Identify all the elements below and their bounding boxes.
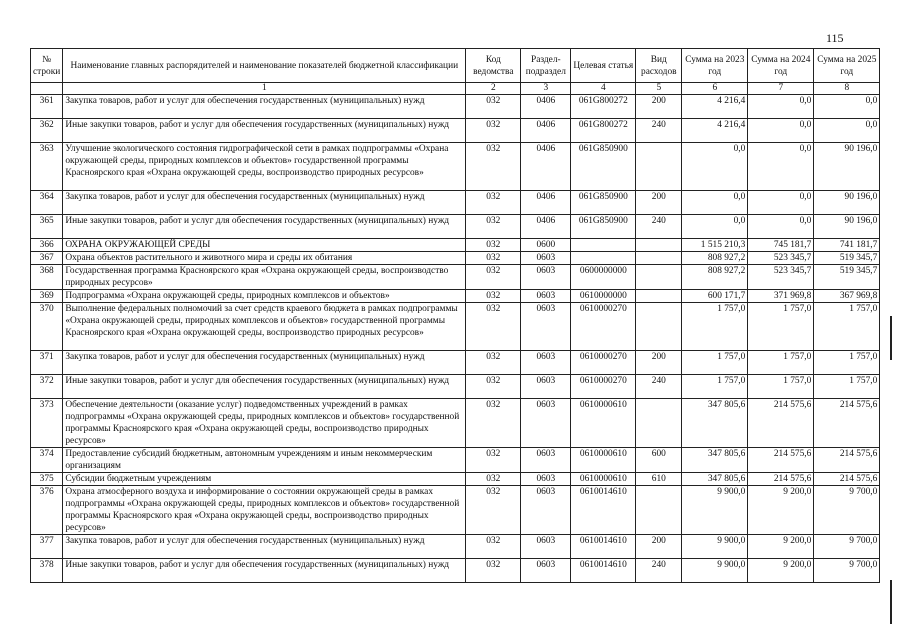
row-expense-type [636,265,682,290]
row-number: 375 [31,473,63,486]
row-name: Иные закупки товаров, работ и услуг для обеспечения государственных (муниципальных) нужд [63,559,466,583]
row-sum-2025: 367 969,8 [814,290,880,303]
row-number: 371 [31,351,63,375]
row-section: 0603 [521,290,571,303]
row-sum-2024: 214 575,6 [748,448,814,473]
row-sum-2023: 0,0 [682,143,748,191]
table-row [31,351,880,375]
row-sum-2024: 523 345,7 [748,265,814,290]
row-sum-2024: 0,0 [748,143,814,191]
header-section: Раздел-подраздел [521,49,571,83]
row-section: 0603 [521,399,571,448]
table-row [31,473,880,486]
table-row [31,486,880,535]
row-section: 0603 [521,535,571,559]
row-sum-2023: 347 805,6 [682,399,748,448]
row-name: Иные закупки товаров, работ и услуг для обеспечения государственных (муниципальных) нужд [63,215,466,239]
row-number: 373 [31,399,63,448]
table-row [31,215,880,239]
row-sum-2023: 808 927,2 [682,252,748,265]
header-expense-type: Вид расходов [636,49,682,83]
table-row [31,375,880,399]
row-name: Закупка товаров, работ и услуг для обеспечения государственных (муниципальных) нужд [63,351,466,375]
row-number: 366 [31,239,63,252]
header-sum-2025: Сумма на 2025 год [814,49,880,83]
row-dept-code: 032 [466,252,521,265]
column-number: 7 [748,83,814,95]
row-sum-2025: 214 575,6 [814,399,880,448]
row-sum-2025: 1 757,0 [814,303,880,351]
table-row [31,559,880,583]
table-body [31,95,880,583]
table-row [31,119,880,143]
row-dept-code: 032 [466,303,521,351]
budget-table [30,48,880,583]
header-target-article: Целевая статья [571,49,636,83]
row-sum-2025: 90 196,0 [814,215,880,239]
row-section: 0600 [521,239,571,252]
row-sum-2025: 9 700,0 [814,559,880,583]
row-section: 0603 [521,486,571,535]
row-sum-2024: 371 969,8 [748,290,814,303]
row-name: Закупка товаров, работ и услуг для обеспечения государственных (муниципальных) нужд [63,191,466,215]
row-dept-code: 032 [466,375,521,399]
row-sum-2025: 90 196,0 [814,143,880,191]
header-dept-code: Код ведомства [466,49,521,83]
row-sum-2023: 4 216,4 [682,95,748,119]
row-target-article: 061G850900 [571,215,636,239]
row-name: Выполнение федеральных полномочий за счет средств краевого бюджета в рамках подпрограммы «Охрана окружающей среды, природных комплексов и объектов» государственной программы Красноярского края «Охрана окружающей среды, воспроизводство природных ресурсов» [63,303,466,351]
table-row [31,265,880,290]
row-sum-2023: 1 757,0 [682,375,748,399]
row-expense-type: 240 [636,215,682,239]
margin-mark-bottom [890,580,892,624]
row-number: 374 [31,448,63,473]
row-name: ОХРАНА ОКРУЖАЮЩЕЙ СРЕДЫ [63,239,466,252]
row-name: Подпрограмма «Охрана окружающей среды, природных комплексов и объектов» [63,290,466,303]
row-expense-type: 200 [636,95,682,119]
column-number: 5 [636,83,682,95]
row-target-article: 0610000610 [571,399,636,448]
row-name: Охрана атмосферного воздуха и информирование о состоянии окружающей среды в рамках подпрограммы «Охрана окружающей среды, природных комплексов и объектов» государственной программы Красноярского края «Охрана окружающей среды, воспроизводство природных ресурсов» [63,486,466,535]
row-number: 369 [31,290,63,303]
row-dept-code: 032 [466,399,521,448]
row-sum-2023: 1 757,0 [682,351,748,375]
row-expense-type: 200 [636,535,682,559]
row-dept-code: 032 [466,559,521,583]
row-sum-2025: 741 181,7 [814,239,880,252]
row-sum-2024: 0,0 [748,119,814,143]
row-target-article: 061G850900 [571,143,636,191]
row-sum-2025: 214 575,6 [814,473,880,486]
column-number: 8 [814,83,880,95]
row-sum-2023: 0,0 [682,191,748,215]
row-sum-2023: 9 900,0 [682,535,748,559]
row-sum-2024: 0,0 [748,215,814,239]
row-dept-code: 032 [466,119,521,143]
row-expense-type: 240 [636,559,682,583]
row-sum-2023: 1 757,0 [682,303,748,351]
row-sum-2024: 1 757,0 [748,375,814,399]
column-number: 6 [682,83,748,95]
row-dept-code: 032 [466,239,521,252]
row-dept-code: 032 [466,215,521,239]
row-name: Государственная программа Красноярского края «Охрана окружающей среды, воспроизводство природных ресурсов» [63,265,466,290]
row-target-article: 0610014610 [571,535,636,559]
table-row [31,535,880,559]
row-expense-type: 610 [636,473,682,486]
row-target-article: 0610000270 [571,351,636,375]
row-number: 367 [31,252,63,265]
column-number [31,83,63,95]
row-expense-type: 200 [636,351,682,375]
row-sum-2025: 9 700,0 [814,535,880,559]
row-name: Улучшение экологического состояния гидрографической сети в рамках подпрограммы «Охрана окружающей среды, природных комплексов и объектов» государственной программы Красноярского края «Охрана окружающей среды, воспроизводство природных ресурсов» [63,143,466,191]
table-header-row [31,49,880,83]
table-row [31,95,880,119]
table-row [31,239,880,252]
header-sum-2024: Сумма на 2024 год [748,49,814,83]
row-section: 0406 [521,95,571,119]
row-sum-2024: 9 200,0 [748,486,814,535]
row-sum-2024: 1 757,0 [748,303,814,351]
row-number: 361 [31,95,63,119]
row-section: 0603 [521,473,571,486]
row-number: 362 [31,119,63,143]
table-row [31,252,880,265]
row-sum-2024: 214 575,6 [748,399,814,448]
row-sum-2023: 347 805,6 [682,448,748,473]
row-sum-2025: 0,0 [814,119,880,143]
row-section: 0406 [521,191,571,215]
row-section: 0603 [521,559,571,583]
row-sum-2024: 1 757,0 [748,351,814,375]
row-expense-type [636,252,682,265]
row-sum-2023: 9 900,0 [682,486,748,535]
row-sum-2025: 1 757,0 [814,375,880,399]
row-name: Иные закупки товаров, работ и услуг для обеспечения государственных (муниципальных) нужд [63,119,466,143]
row-number: 364 [31,191,63,215]
row-section: 0406 [521,119,571,143]
header-sum-2023: Сумма на 2023 год [682,49,748,83]
row-target-article: 061G850900 [571,191,636,215]
row-number: 372 [31,375,63,399]
row-sum-2025: 9 700,0 [814,486,880,535]
row-name: Предоставление субсидий бюджетным, автономным учреждениям и иным некоммерческим организациям [63,448,466,473]
row-dept-code: 032 [466,290,521,303]
row-sum-2023: 4 216,4 [682,119,748,143]
row-dept-code: 032 [466,448,521,473]
row-expense-type [636,303,682,351]
row-target-article [571,252,636,265]
row-expense-type: 600 [636,448,682,473]
row-expense-type: 240 [636,119,682,143]
table-row [31,399,880,448]
row-sum-2024: 9 200,0 [748,559,814,583]
row-name: Обеспечение деятельности (оказание услуг) подведомственных учреждений в рамках подпрограммы «Охрана окружающей среды, природных комплексов и объектов» государственной программы Красноярского края «Охрана окружающей среды, воспроизводство природных ресурсов» [63,399,466,448]
table-row [31,143,880,191]
row-dept-code: 032 [466,265,521,290]
row-target-article: 0610014610 [571,486,636,535]
row-expense-type [636,486,682,535]
row-sum-2024: 523 345,7 [748,252,814,265]
column-number-row [31,83,880,95]
row-section: 0603 [521,375,571,399]
row-number: 368 [31,265,63,290]
row-number: 376 [31,486,63,535]
row-name: Иные закупки товаров, работ и услуг для обеспечения государственных (муниципальных) нужд [63,375,466,399]
row-number: 365 [31,215,63,239]
table-row [31,448,880,473]
row-section: 0406 [521,143,571,191]
row-sum-2025: 214 575,6 [814,448,880,473]
row-name: Закупка товаров, работ и услуг для обеспечения государственных (муниципальных) нужд [63,535,466,559]
row-number: 363 [31,143,63,191]
row-number: 378 [31,559,63,583]
row-dept-code: 032 [466,143,521,191]
row-number: 377 [31,535,63,559]
column-number: 4 [571,83,636,95]
row-target-article: 0610000000 [571,290,636,303]
row-number: 370 [31,303,63,351]
row-name: Закупка товаров, работ и услуг для обеспечения государственных (муниципальных) нужд [63,95,466,119]
row-dept-code: 032 [466,351,521,375]
row-section: 0603 [521,265,571,290]
row-sum-2024: 745 181,7 [748,239,814,252]
column-number: 2 [466,83,521,95]
row-expense-type [636,399,682,448]
row-sum-2024: 0,0 [748,95,814,119]
row-target-article: 0610000610 [571,473,636,486]
table-row [31,303,880,351]
row-target-article: 0610014610 [571,559,636,583]
row-expense-type [636,143,682,191]
row-dept-code: 032 [466,95,521,119]
row-target-article: 0600000000 [571,265,636,290]
row-name: Охрана объектов растительного и животного мира и среды их обитания [63,252,466,265]
row-section: 0603 [521,303,571,351]
row-section: 0406 [521,215,571,239]
header-name: Наименование главных распорядителей и наименование показателей бюджетной классификации [63,49,466,83]
row-target-article: 061G800272 [571,95,636,119]
row-target-article [571,239,636,252]
column-number: 3 [521,83,571,95]
row-expense-type: 240 [636,375,682,399]
row-target-article: 0610000270 [571,303,636,351]
row-expense-type [636,239,682,252]
column-number: 1 [63,83,466,95]
row-section: 0603 [521,351,571,375]
row-sum-2023: 600 171,7 [682,290,748,303]
row-sum-2025: 0,0 [814,95,880,119]
row-target-article: 0610000610 [571,448,636,473]
row-sum-2023: 808 927,2 [682,265,748,290]
row-sum-2023: 347 805,6 [682,473,748,486]
page-number: 115 [826,31,844,45]
row-expense-type: 200 [636,191,682,215]
margin-mark-top [890,316,892,360]
row-dept-code: 032 [466,191,521,215]
row-dept-code: 032 [466,535,521,559]
row-sum-2023: 1 515 210,3 [682,239,748,252]
row-name: Субсидии бюджетным учреждениям [63,473,466,486]
header-row-number: № строки [31,49,63,83]
row-sum-2024: 9 200,0 [748,535,814,559]
row-dept-code: 032 [466,473,521,486]
row-expense-type [636,290,682,303]
row-target-article: 061G800272 [571,119,636,143]
row-sum-2025: 519 345,7 [814,265,880,290]
row-sum-2024: 214 575,6 [748,473,814,486]
row-target-article: 0610000270 [571,375,636,399]
row-sum-2025: 1 757,0 [814,351,880,375]
row-sum-2025: 90 196,0 [814,191,880,215]
row-section: 0603 [521,252,571,265]
table-row [31,290,880,303]
table-row [31,191,880,215]
row-section: 0603 [521,448,571,473]
row-sum-2023: 0,0 [682,215,748,239]
row-dept-code: 032 [466,486,521,535]
row-sum-2024: 0,0 [748,191,814,215]
row-sum-2025: 519 345,7 [814,252,880,265]
row-sum-2023: 9 900,0 [682,559,748,583]
